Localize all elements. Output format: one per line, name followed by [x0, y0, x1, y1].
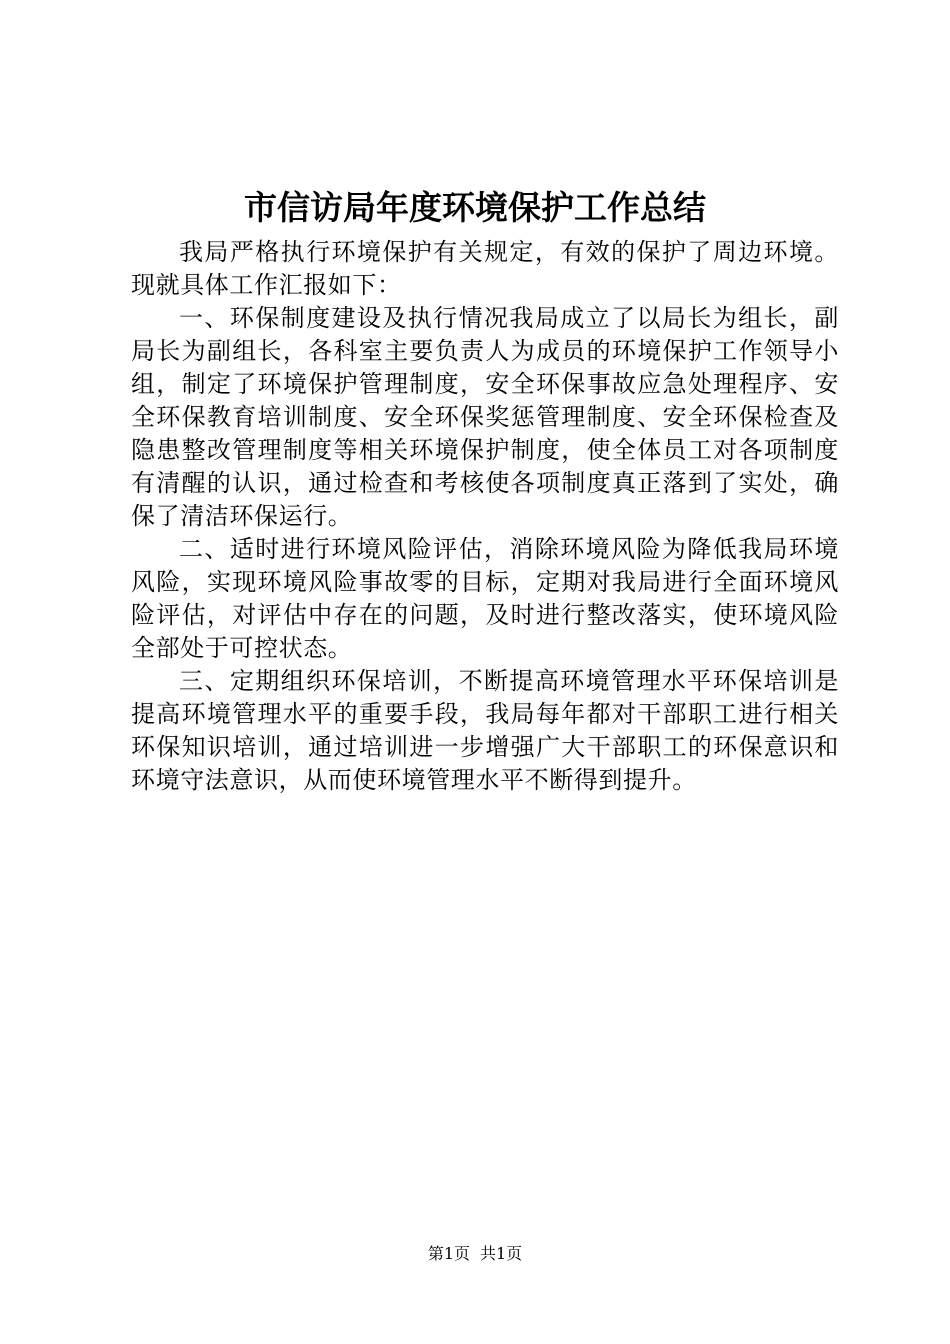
page-total: 共1页 [480, 1244, 523, 1263]
paragraph-section-3: 三、定期组织环保培训，不断提高环境管理水平环保培训是提高环境管理水平的重要手段，我局每年都对干部职工进行相关环保知识培训，通过培训进一步增强广大干部职工的环保意识和环境守法意识，从而使环境管理水平不断得到提升。 [131, 667, 839, 794]
paragraph-intro: 我局严格执行环境保护有关规定，有效的保护了周边环境。现就具体工作汇报如下： [131, 238, 839, 299]
paragraph-section-1: 一、环保制度建设及执行情况我局成立了以局长为组长，副局长为副组长，各科室主要负责人为成员的环境保护工作领导小组，制定了环境保护管理制度，安全环保事故应急处理程序、安全环保教育培训制度、安全环保奖惩管理制度、安全环保检查及隐患整改管理制度等相关环境保护制度，使全体员工对各项制度有清醒的认识，通过检查和考核使各项制度真正落到了实处，确保了清洁环保运行。 [131, 304, 839, 530]
paragraph-section-2: 二、适时进行环境风险评估，消除环境风险为降低我局环境风险，实现环境风险事故零的目标，定期对我局进行全面环境风险评估，对评估中存在的问题，及时进行整改落实，使环境风险全部处于可控状态。 [131, 535, 839, 662]
document-body [131, 236, 839, 797]
document-title: 市信访局年度环境保护工作总结 [244, 188, 706, 227]
page-number: 第1页 [427, 1244, 470, 1263]
page-footer [0, 1243, 950, 1265]
